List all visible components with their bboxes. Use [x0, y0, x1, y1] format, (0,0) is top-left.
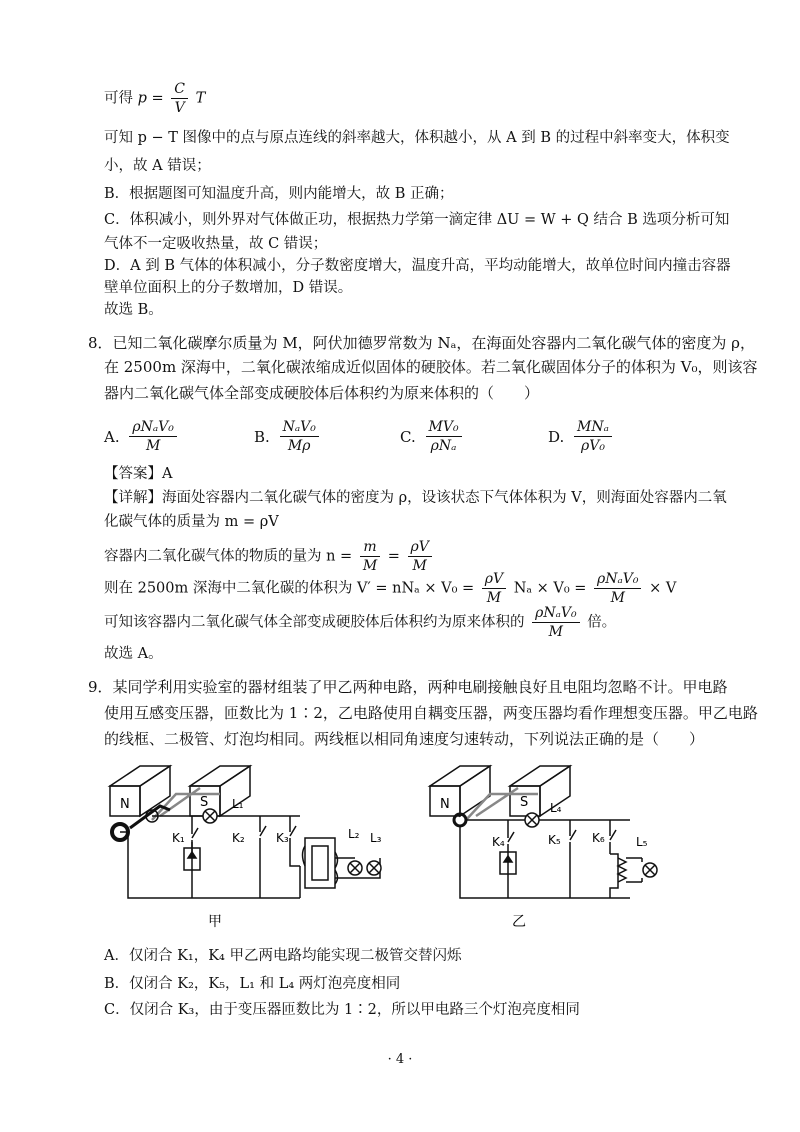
- q8-option-a: A. $\frac{\text{ρNₐV₀}}{M}$: [104, 418, 180, 455]
- svg-text:N: N: [120, 797, 130, 812]
- q8-option-b: B. $\frac{\text{NₐV₀}}{M\rho}$: [254, 418, 322, 455]
- svg-text:K₂: K₂: [232, 831, 245, 845]
- q8-detail-line4: 则在 2500m 深海中二氧化碳的体积为 V′ = nNₐ × V₀ = $\frac{\rho V}{M}$ Nₐ × V₀ = $\frac{\text{ρNₐV₀}}{M}$ × V: [104, 571, 677, 606]
- svg-text:L₂: L₂: [348, 827, 360, 841]
- q9-line3: 的线框、二极管、灯泡均相同。两线框以相同角速度匀速转动，下列说法正确的是（ ）: [104, 730, 705, 748]
- q9-option-a: A．仅闭合 K₁，K₄ 甲乙两电路均能实现二极管交替闪烁: [104, 948, 462, 964]
- q8-detail-line5: 可知该容器内二氧化碳气体全部变成硬胶体后体积约为原来体积的 $\frac{\text{ρNₐV₀}}{M}$ 倍。: [104, 605, 617, 640]
- q9-line2: 使用互感变压器，匝数比为 1∶2，乙电路使用自耦变压器，两变压器均看作理想变压器。甲乙电路: [104, 704, 758, 722]
- q8-option-c: C. $\frac{\text{MV₀}}{\text{ρNₐ}}$: [400, 418, 465, 455]
- q8-option-d: D. $\frac{\text{MNₐ}}{\text{ρV₀}}$: [548, 418, 615, 455]
- svg-text:K₁: K₁: [172, 831, 185, 845]
- q9-option-b: B．仅闭合 K₂，K₅，L₁ 和 L₄ 两灯泡亮度相同: [104, 976, 401, 992]
- svg-text:K₃: K₃: [276, 831, 289, 845]
- svg-text:K₆: K₆: [592, 831, 605, 845]
- svg-text:S: S: [520, 795, 529, 810]
- q8-detail-line1: 【详解】海面处容器内二氧化碳气体的密度为 ρ，设该状态下气体体积为 V，则海面处容器内二氧: [104, 490, 727, 506]
- svg-text:K₄: K₄: [492, 835, 505, 849]
- svg-text:K₅: K₅: [548, 833, 561, 847]
- q8-line1: 8．已知二氧化碳摩尔质量为 M，阿伏加德罗常数为 Nₐ，在海面处容器内二氧化碳气体的密度为 ρ，: [88, 334, 755, 352]
- explain7-line7: D．A 到 B 气体的体积减小，分子数密度增大，温度升高，平均动能增大，故单位时间内撞击容器: [104, 258, 731, 274]
- circuit-diagram-yi: [420, 758, 680, 938]
- q8-detail-line2: 化碳气体的质量为 m = ρV: [104, 514, 279, 530]
- fraction-c-over-v: $\frac{C}{V}$: [171, 80, 188, 117]
- circuit-diagram-jia: [100, 758, 400, 938]
- caption-jia: 甲: [208, 914, 222, 930]
- explain7-line6: 气体不一定吸收热量，故 C 错误；: [104, 236, 328, 252]
- svg-text:L₄: L₄: [550, 801, 562, 815]
- explain7-line8: 壁单位面积上的分子数增加，D 错误。: [104, 280, 353, 296]
- explain7-line4: B．根据题图可知温度升高，则内能增大，故 B 正确；: [104, 186, 454, 202]
- explain7-line5: C．体积减小，则外界对气体做正功，根据热力学第一滴定律 ΔU = W + Q 结合 B 选项分析可知: [104, 212, 730, 228]
- explain7-line2: 可知 p − T 图像中的点与原点连线的斜率越大，体积越小，从 A 到 B 的过程中斜率变大，体积变: [104, 130, 730, 146]
- q9-option-c: C．仅闭合 K₃，由于变压器匝数比为 1∶2，所以甲电路三个灯泡亮度相同: [104, 1002, 580, 1018]
- explain7-line9: 故选 B。: [104, 302, 163, 318]
- q8-line2: 在 2500m 深海中，二氧化碳浓缩成近似固体的硬胶体。若二氧化碳固体分子的体积为 V₀，则该容: [104, 358, 758, 376]
- q8-detail-line6: 故选 A。: [104, 646, 163, 662]
- svg-text:S: S: [200, 795, 209, 810]
- q8-detail-line3: 容器内二氧化碳气体的物质的量为 n = $\frac{m}{M}$ = $\frac{\rho V}{M}$: [104, 538, 435, 575]
- explain7-line1: 可得 p = $\frac{C}{V}$ T: [104, 81, 206, 116]
- q9-line1: 9．某同学利用实验室的器材组装了甲乙两种电路，两种电刷接触良好且电阻均忽略不计。甲电路: [88, 678, 728, 696]
- explain7-line3: 小，故 A 错误；: [104, 158, 211, 174]
- svg-text:L₁: L₁: [232, 797, 244, 811]
- svg-text:L₅: L₅: [636, 835, 648, 849]
- caption-yi: 乙: [512, 914, 526, 930]
- q8-line3: 器内二氧化碳气体全部变成硬胶体后体积约为原来体积的（ ）: [104, 384, 540, 402]
- page-number: · 4 ·: [387, 1052, 413, 1067]
- svg-text:L₃: L₃: [370, 831, 382, 845]
- svg-text:N: N: [440, 797, 450, 812]
- q8-answer: 【答案】A: [104, 466, 173, 482]
